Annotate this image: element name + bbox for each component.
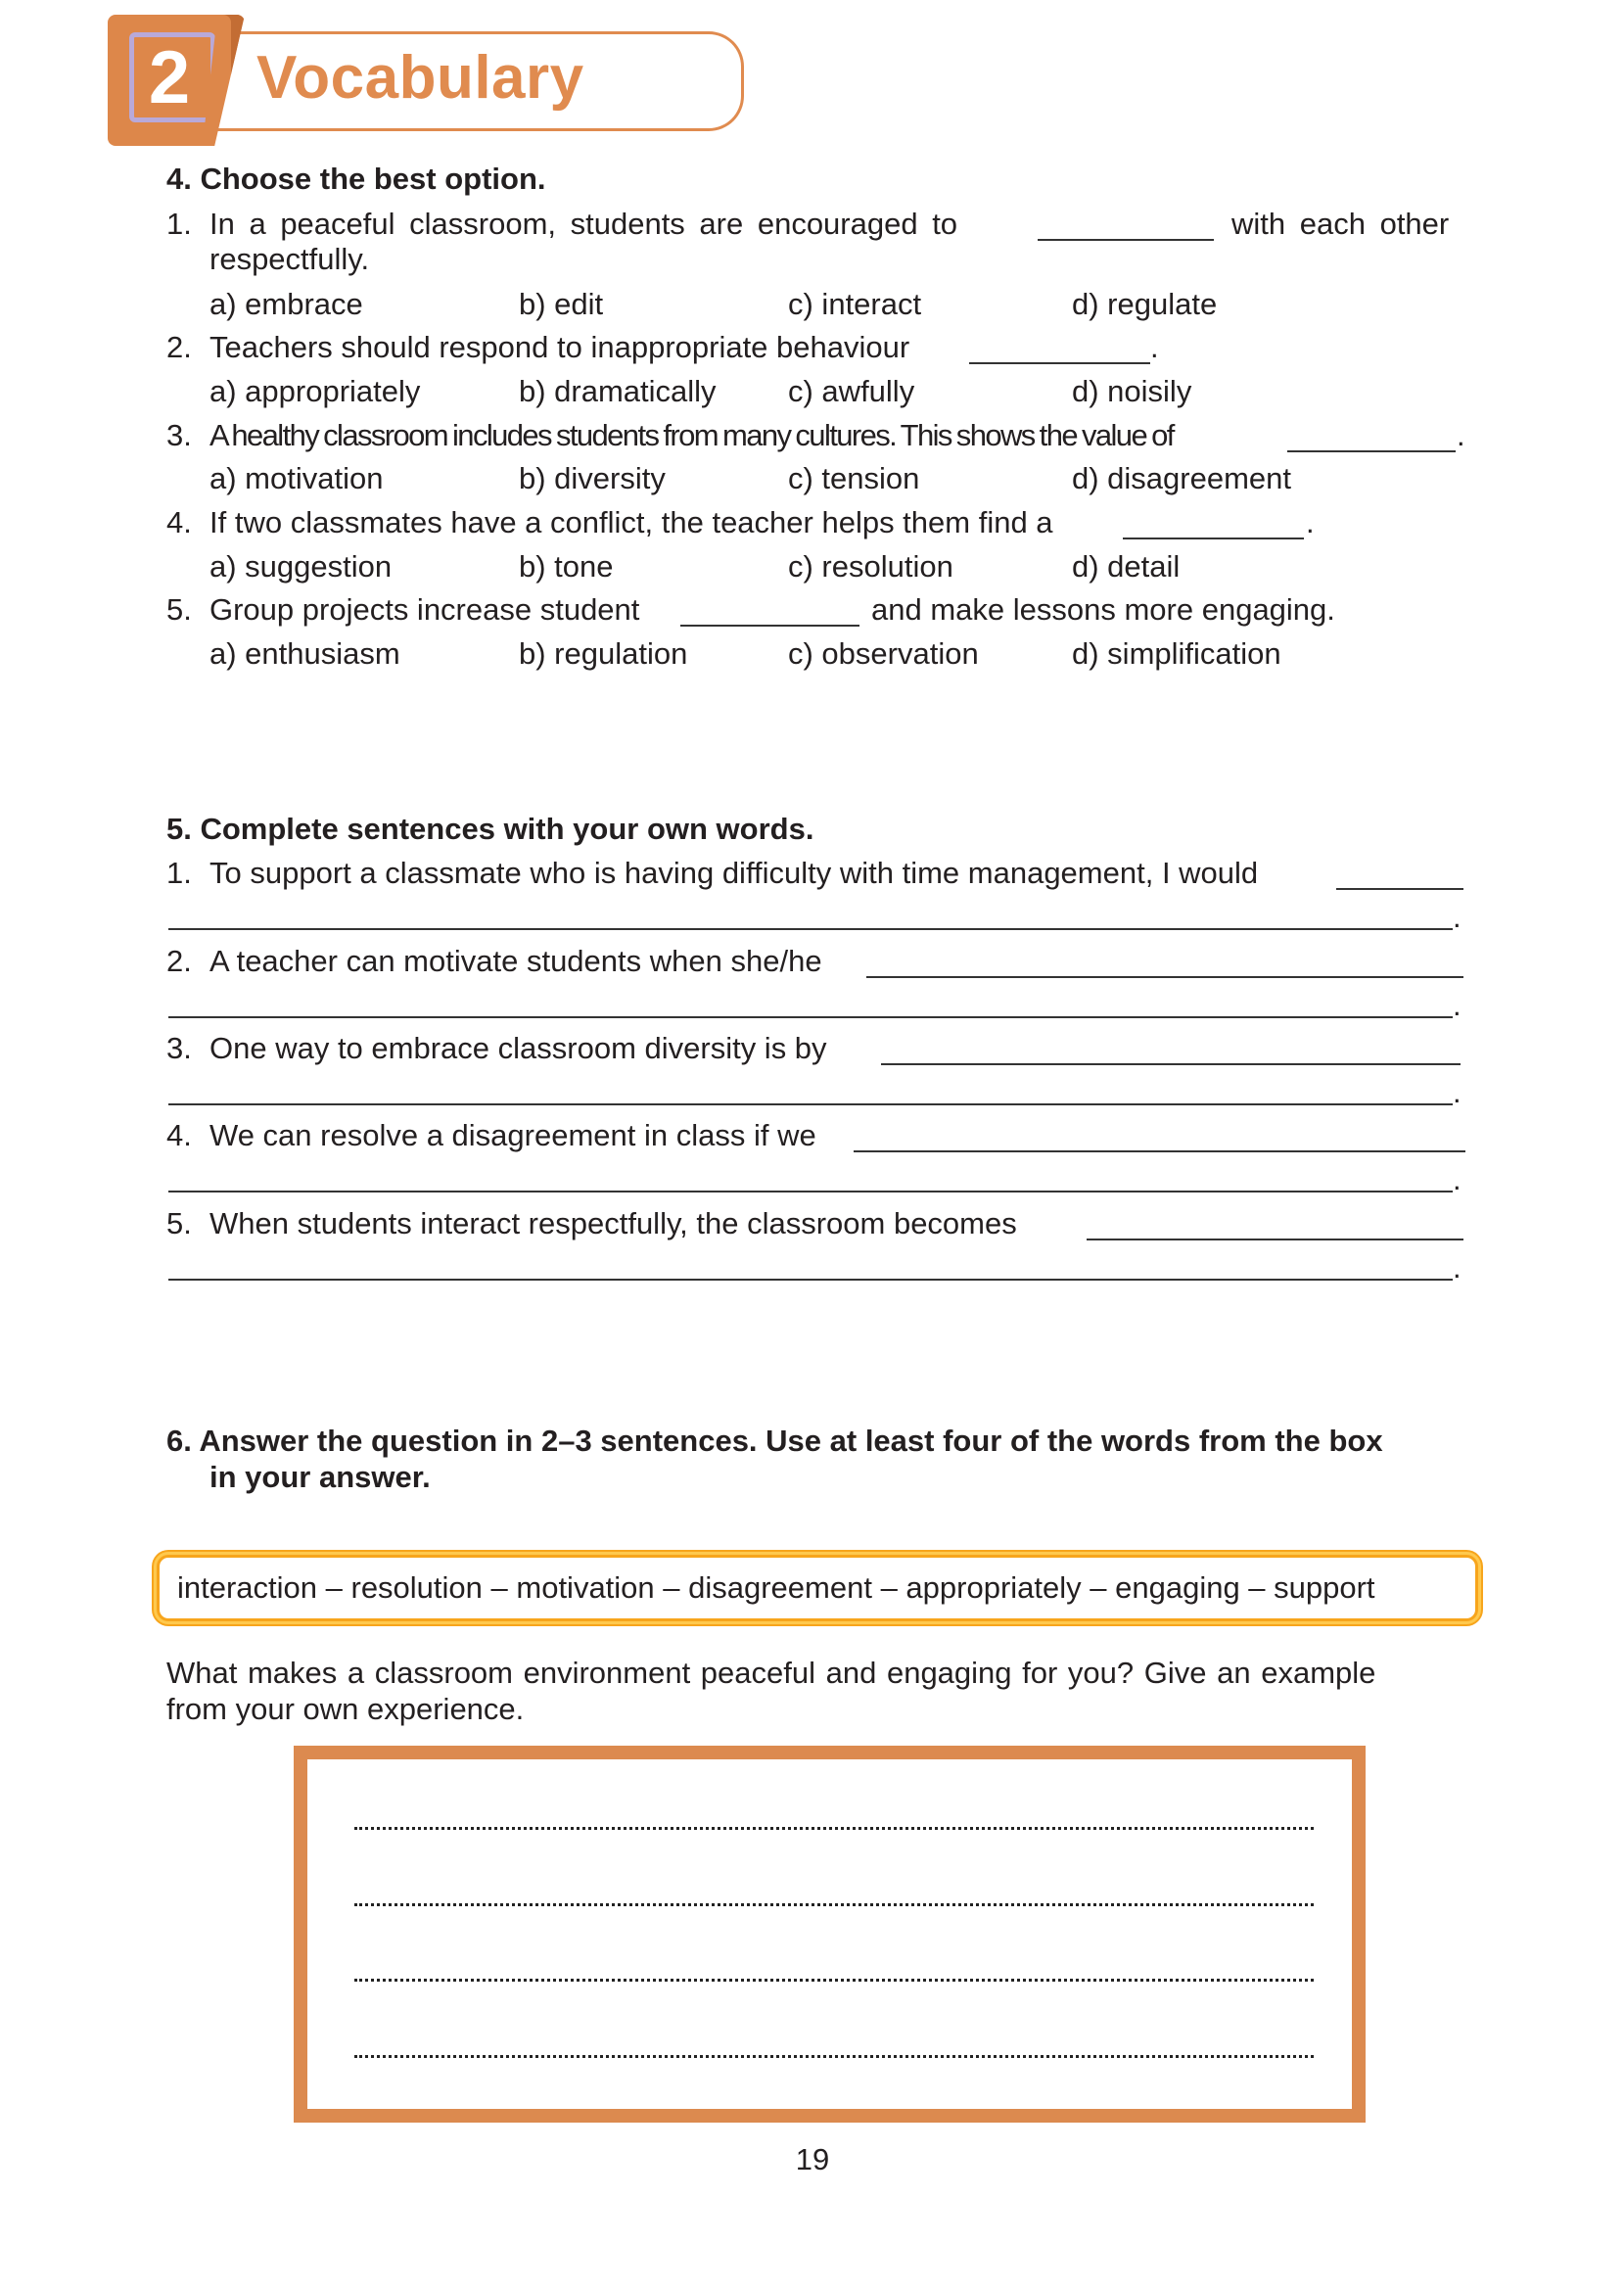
option-c[interactable]: c) awfully — [788, 374, 915, 408]
option-a[interactable]: a) suggestion — [209, 549, 393, 584]
writing-line[interactable] — [354, 1903, 1314, 1906]
answer-line[interactable] — [168, 1279, 1453, 1281]
option-d[interactable]: d) noisily — [1072, 374, 1192, 408]
answer-line[interactable] — [881, 1063, 1461, 1065]
answer-line[interactable] — [168, 1016, 1453, 1018]
word-box — [157, 1555, 1478, 1621]
item-number: 4. — [166, 1118, 192, 1152]
option-a[interactable]: a) motivation — [209, 461, 384, 495]
sentence-prompt: To support a classmate who is having difficulty with time management, I would — [209, 856, 1259, 890]
question-text: In a peaceful classroom, students are encouraged to — [209, 207, 958, 241]
item-number: 3. — [166, 1031, 192, 1065]
option-a[interactable]: a) embrace — [209, 287, 363, 321]
option-b[interactable]: b) edit — [519, 287, 604, 321]
question-text: respectfully. — [209, 242, 370, 276]
word-box-text: interaction – resolution – motivation – disagreement – appropriately – engaging – support — [177, 1570, 1375, 1605]
sentence-prompt: We can resolve a disagreement in class if we — [209, 1118, 816, 1152]
answer-line[interactable] — [168, 1191, 1453, 1192]
sentence-prompt: One way to embrace classroom diversity is by — [209, 1031, 827, 1065]
question-text: Teachers should respond to inappropriate behaviour — [209, 330, 910, 364]
sentence-prompt: A teacher can motivate students when she/he — [209, 944, 822, 978]
writing-line[interactable] — [354, 1979, 1314, 1982]
answer-blank[interactable] — [1123, 538, 1304, 539]
option-b[interactable]: b) diversity — [519, 461, 666, 495]
item-number: 3. — [166, 418, 192, 452]
option-c[interactable]: c) tension — [788, 461, 920, 495]
period: . — [1453, 1162, 1462, 1196]
question-text: If two classmates have a conflict, the teacher helps them find a — [209, 505, 1053, 539]
period: . — [1457, 418, 1465, 452]
option-a[interactable]: a) appropriately — [209, 374, 421, 408]
writing-line[interactable] — [354, 1827, 1314, 1830]
item-number: 2. — [166, 330, 192, 364]
option-b[interactable]: b) dramatically — [519, 374, 717, 408]
question-text: A healthy classroom includes students from many cultures. This shows the value of — [209, 418, 1174, 452]
option-b[interactable]: b) tone — [519, 549, 614, 584]
unit-number: 2 — [148, 36, 191, 119]
writing-line[interactable] — [354, 2055, 1314, 2058]
item-number: 5. — [166, 592, 192, 627]
answer-blank[interactable] — [680, 625, 859, 627]
item-number: 5. — [166, 1206, 192, 1240]
answer-blank[interactable] — [969, 362, 1150, 364]
period: . — [1453, 1250, 1462, 1285]
period: . — [1453, 988, 1462, 1022]
sentence-prompt: When students interact respectfully, the classroom becomes — [209, 1206, 1017, 1240]
answer-line[interactable] — [854, 1150, 1465, 1152]
item-number: 1. — [166, 207, 192, 241]
period: . — [1150, 330, 1159, 364]
period: . — [1306, 505, 1315, 539]
option-b[interactable]: b) regulation — [519, 636, 688, 671]
question-prompt-cont: from your own experience. — [166, 1692, 525, 1726]
answer-blank[interactable] — [1038, 239, 1214, 241]
question-text: with each other — [1231, 207, 1450, 241]
exercise-6-heading-cont: in your answer. — [209, 1460, 431, 1494]
exercise-4-heading: 4. Choose the best option. — [166, 162, 546, 196]
option-d[interactable]: d) simplification — [1072, 636, 1281, 671]
option-a[interactable]: a) enthusiasm — [209, 636, 400, 671]
option-d[interactable]: d) regulate — [1072, 287, 1218, 321]
option-d[interactable]: d) disagreement — [1072, 461, 1292, 495]
option-c[interactable]: c) resolution — [788, 549, 953, 584]
answer-line[interactable] — [168, 928, 1453, 930]
question-text: and make lessons more engaging. — [871, 592, 1335, 627]
answer-blank[interactable] — [1287, 450, 1456, 452]
answer-line[interactable] — [168, 1103, 1453, 1105]
option-d[interactable]: d) detail — [1072, 549, 1181, 584]
period: . — [1453, 1075, 1462, 1109]
section-title: Vocabulary — [256, 44, 584, 112]
option-c[interactable]: c) observation — [788, 636, 979, 671]
item-number: 4. — [166, 505, 192, 539]
exercise-5-heading: 5. Complete sentences with your own words. — [166, 812, 814, 846]
period: . — [1453, 900, 1462, 934]
question-prompt: What makes a classroom environment peaceful and engaging for you? Give an example — [166, 1656, 1376, 1690]
item-number: 1. — [166, 856, 192, 890]
answer-line[interactable] — [866, 976, 1463, 978]
answer-line[interactable] — [1336, 888, 1463, 890]
answer-line[interactable] — [1087, 1239, 1463, 1240]
answer-box — [294, 1746, 1366, 2123]
page-number: 19 — [795, 2142, 830, 2176]
option-c[interactable]: c) interact — [788, 287, 922, 321]
question-text: Group projects increase student — [209, 592, 640, 627]
item-number: 2. — [166, 944, 192, 978]
exercise-6-heading: 6. Answer the question in 2–3 sentences. Use at least four of the words from the box — [166, 1424, 1383, 1458]
